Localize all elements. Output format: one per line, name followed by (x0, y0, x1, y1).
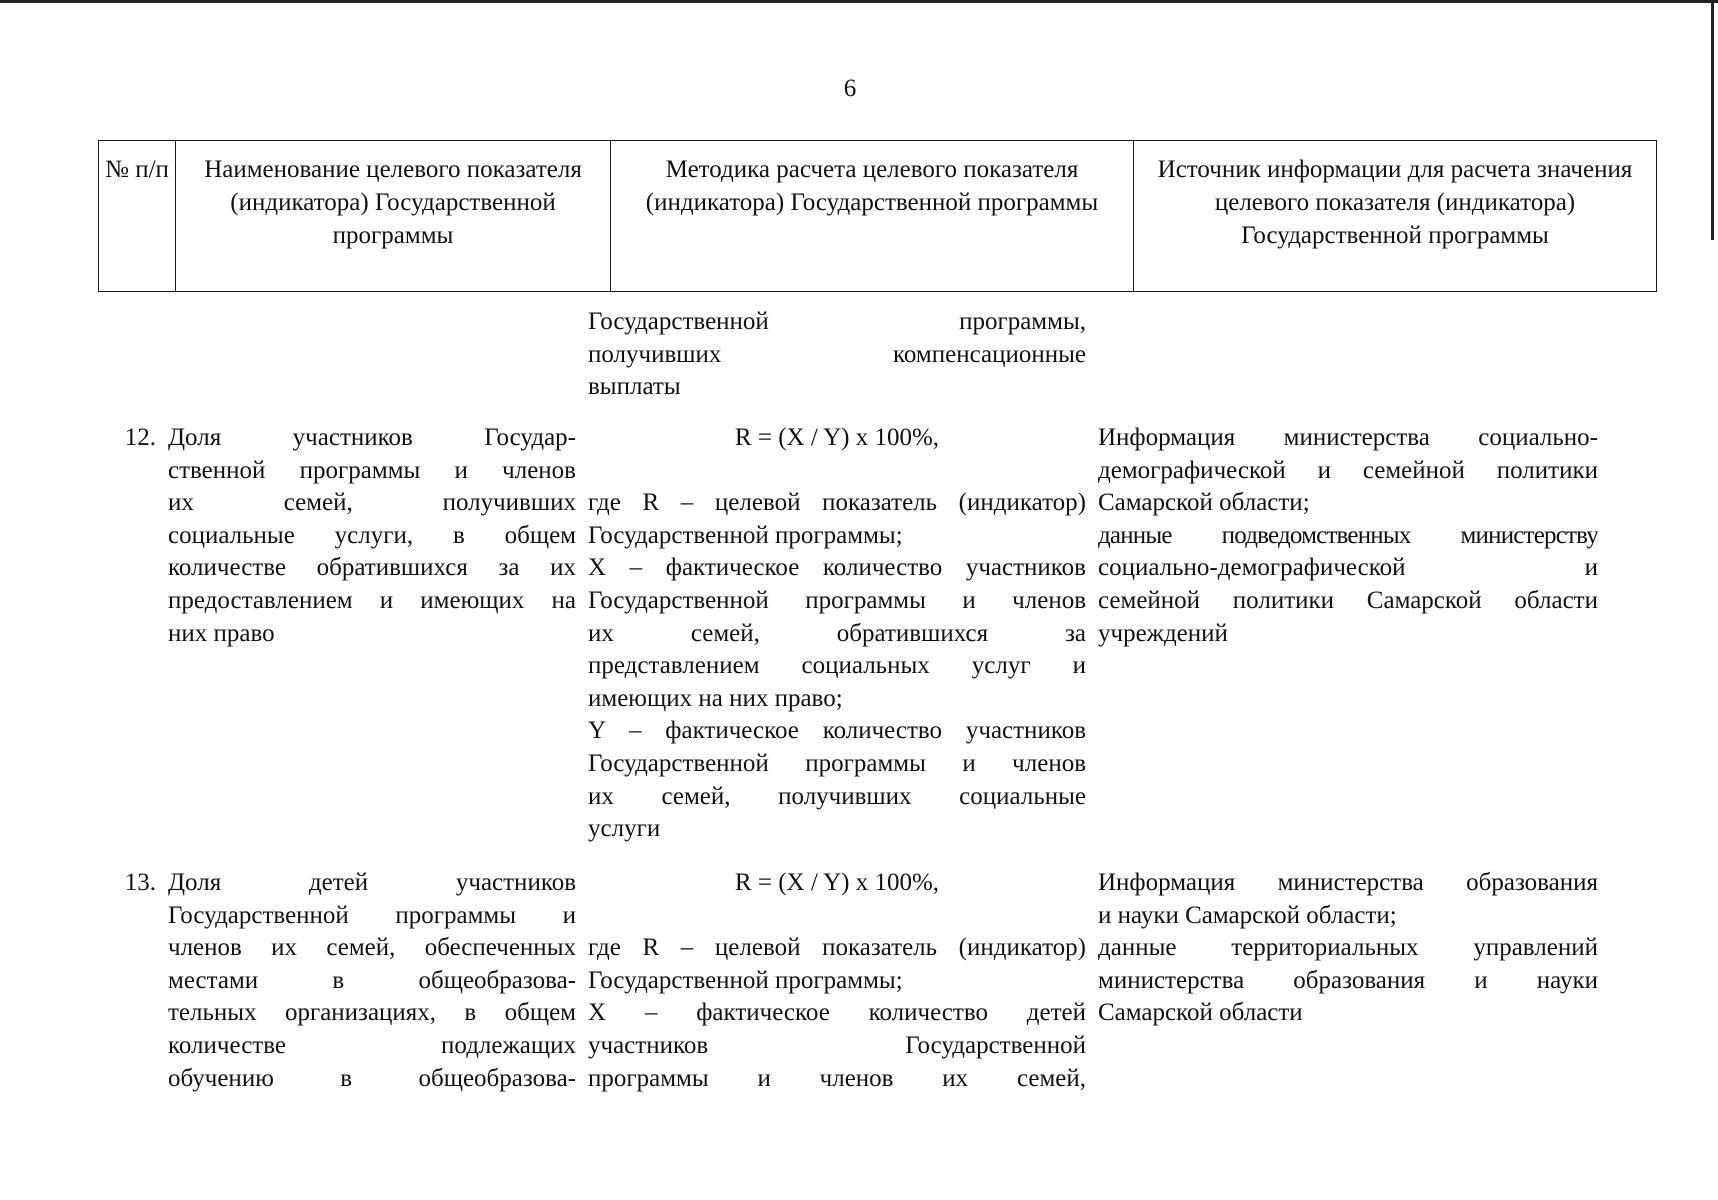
text-line: ственной программы и членов (168, 456, 576, 484)
text-line: Самарской области; (1098, 489, 1310, 517)
continuation-method (588, 306, 1086, 404)
text-line: данные территориальных управлений (1098, 934, 1598, 962)
text-line: демографической и семейной политики (1098, 456, 1598, 484)
text-line: данные подведомственных министерству (1098, 521, 1598, 549)
formula: R = (X / Y) x 100%, (734, 869, 940, 896)
header-information-source: Источник информации для расчета значения целевого показателя (индикатора) Государственной программы (1134, 141, 1657, 292)
text-line: Государственной программы и членов (588, 586, 1086, 614)
text-line: социальные услуги, в общем (168, 521, 576, 549)
text-line: представлением социальных услуг и (588, 652, 1086, 680)
text-line: Государственной программы, (588, 308, 1086, 335)
page-number: 6 (843, 75, 857, 102)
calculation-method (588, 867, 1086, 1095)
text-line: Доля участников Государ- (168, 424, 576, 451)
text-line: учреждений (1098, 619, 1228, 647)
text-line: министерства образования и науки (1098, 966, 1598, 994)
text-line: где R – целевой показатель (индикатор) (588, 934, 1086, 962)
text-line: и науки Самарской области; (1098, 901, 1397, 929)
text-line: Государственной программы; (588, 966, 903, 994)
text-line: предоставлением и имеющих на (168, 586, 576, 614)
indicator-table-header (98, 140, 1657, 292)
header-calculation-method: Методика расчета целевого показателя (индикатора) Государственной программы (611, 141, 1134, 292)
formula: R = (X / Y) x 100%, (734, 424, 940, 451)
row-number: 13. (124, 869, 156, 896)
header-indicator-name: Наименование целевого показателя (индикатора) Государственной программы (176, 141, 611, 292)
text-line: местами в общеобразова- (168, 966, 576, 994)
blank-line (588, 455, 1086, 488)
text-line: Государственной программы и (168, 901, 576, 929)
text-line: X – фактическое количество участников (588, 554, 1086, 582)
text-line: Доля детей участников (168, 869, 576, 896)
text-line: количестве подлежащих (168, 1031, 576, 1059)
text-line: X – фактическое количество детей (588, 999, 1086, 1027)
text-line: услуги (588, 815, 661, 843)
scan-border-top (0, 0, 1718, 3)
header-number: № п/п (99, 141, 176, 292)
scan-border-right (1711, 0, 1714, 240)
information-source (1098, 422, 1598, 650)
text-line: получивших компенсационные (588, 340, 1086, 368)
blank-line (588, 900, 1086, 933)
indicator-name (168, 867, 576, 1095)
text-line: программы и членов их семей, (588, 1064, 1086, 1092)
text-line: тельных организациях, в общем (168, 999, 576, 1027)
text-line: их семей, получивших (168, 489, 576, 517)
text-line: выплаты (588, 373, 681, 401)
text-line: семейной политики Самарской области (1098, 586, 1598, 614)
calculation-method (588, 422, 1086, 846)
text-line: их семей, обратившихся за (588, 619, 1086, 647)
text-line: обучению в общеобразова- (168, 1064, 576, 1092)
text-line: них право (168, 619, 275, 647)
row-number: 12. (124, 424, 156, 451)
text-line: Информация министерства образования (1098, 869, 1598, 896)
text-line: Государственной программы; (588, 521, 903, 549)
indicator-name (168, 422, 576, 650)
text-line: Государственной программы и членов (588, 749, 1086, 777)
text-line: их семей, получивших социальные (588, 782, 1086, 810)
text-line: Y – фактическое количество участников (588, 717, 1086, 745)
text-line: участников Государственной (588, 1031, 1086, 1059)
text-line: Информация министерства социально- (1098, 424, 1598, 451)
text-line: Самарской области (1098, 999, 1303, 1027)
text-line: имеющих на них право; (588, 684, 843, 712)
information-source (1098, 867, 1598, 1030)
text-line: социально-демографической и (1098, 554, 1598, 582)
text-line: где R – целевой показатель (индикатор) (588, 489, 1086, 517)
text-line: количестве обратившихся за их (168, 554, 576, 582)
text-line: членов их семей, обеспеченных (168, 934, 576, 962)
